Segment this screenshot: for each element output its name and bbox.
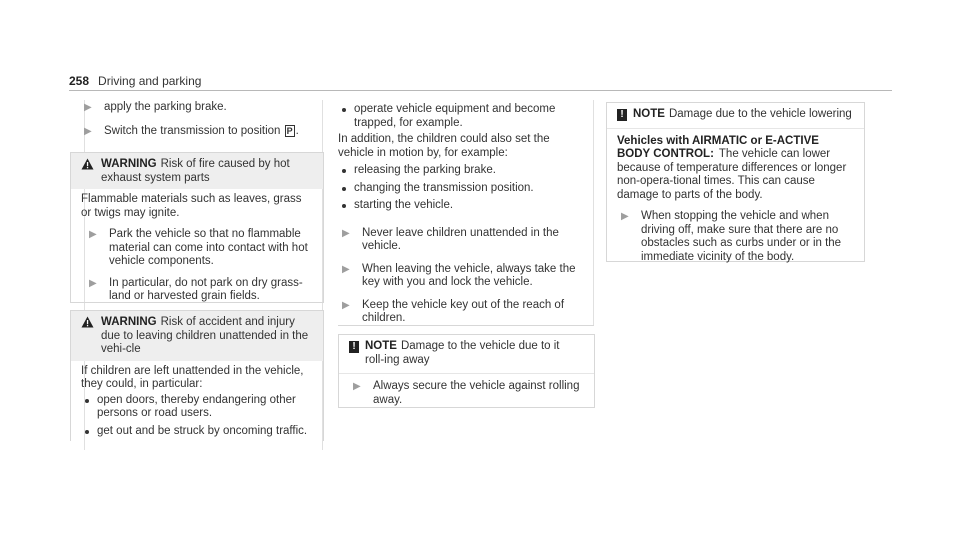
note-body [339, 376, 594, 413]
step [617, 210, 854, 264]
warning-box-fire [70, 152, 324, 303]
bullet-icon [342, 187, 346, 191]
note-exclamation-icon: ! [349, 341, 359, 353]
note-exclamation-icon: ! [617, 109, 627, 121]
step-arrow-icon: ▶ [89, 229, 97, 240]
note-header [339, 335, 594, 371]
paragraph: In addition, the children could also set the vehicle in motion by, for example: [338, 133, 550, 159]
page-header [69, 74, 201, 88]
list-item [338, 199, 578, 213]
step-text: Keep the vehicle key out of the reach of children. [362, 298, 565, 324]
page-number: 258 [69, 74, 90, 88]
step-arrow-icon: ▶ [89, 277, 97, 289]
warning-title-text: Risk of fire caused by hot exhaust system parts [101, 158, 290, 184]
list-item-text: changing the transmission position. [354, 181, 534, 194]
bullet-icon [342, 204, 346, 208]
note-box-rolling [338, 334, 595, 408]
step [338, 227, 578, 254]
list-item [81, 425, 313, 439]
warning-header [71, 153, 323, 189]
note-label: NOTE [365, 340, 397, 352]
step-arrow-icon: ▶ [353, 381, 361, 392]
note-divider [339, 373, 594, 374]
warning-text: Flammable materials such as leaves, grass or twigs may ignite. [81, 193, 302, 219]
step-text-part: Switch the transmission to position [104, 124, 281, 137]
note-text [617, 135, 852, 203]
step-arrow-icon: ▶ [342, 263, 350, 275]
park-position-symbol: P [286, 125, 293, 136]
bullet-icon [342, 108, 346, 112]
bullet-icon [85, 430, 89, 434]
column-guide-3 [593, 100, 594, 325]
step [349, 380, 584, 407]
bullet-icon [85, 399, 89, 403]
warning-text: If children are left unattended in the vehicle, they could, in particular: [81, 364, 304, 390]
step [338, 299, 578, 326]
step-arrow-icon: ▶ [84, 102, 92, 113]
warning-box-children [70, 310, 324, 441]
warning-step [81, 228, 313, 269]
step-text: When stopping the vehicle and when driving off, make sure that there are no obstacles such as curbs under or in the immediate vicinity of the body. [641, 210, 842, 263]
note-body [607, 129, 864, 271]
warning-label: WARNING [101, 158, 157, 170]
step-arrow-icon: ▶ [621, 211, 629, 222]
step-text: Park the vehicle so that no flammable material can come into contact with hot vehicle components. [109, 228, 308, 267]
step [338, 263, 578, 290]
column-2 [338, 103, 578, 326]
note-label: NOTE [633, 108, 665, 120]
note-title [633, 108, 852, 122]
note-title [365, 340, 580, 367]
step-arrow-icon: ▶ [84, 125, 92, 137]
list-item-text: starting the vehicle. [354, 199, 454, 211]
list-item-text: open doors, thereby endangering other persons or road users. [97, 393, 296, 419]
list-item [338, 164, 578, 178]
warning-title-text: Risk of accident and injury due to leaving children unattended in the vehi-cle [101, 316, 309, 355]
warning-triangle-icon [81, 158, 95, 185]
warning-body [71, 189, 323, 310]
header-rule [69, 90, 892, 91]
step-text: Never leave children unattended in the vehicle. [362, 226, 559, 252]
bullet-icon [342, 169, 346, 173]
note-box-lowering [606, 102, 865, 262]
step-text: apply the parking brake. [104, 101, 227, 113]
step-text: Always secure the vehicle against rolling away. [373, 380, 580, 406]
section-title: Driving and parking [98, 74, 202, 88]
list-item-text: operate vehicle equipment and become trapped, for example. [354, 103, 556, 129]
list-item [338, 103, 578, 130]
step-arrow-icon: ▶ [342, 299, 350, 311]
step-text: In particular, do not park on dry grass-land or harvested grain fields. [109, 276, 303, 302]
step-text: When leaving the vehicle, always take the key with you and lock the vehicle. [362, 262, 576, 288]
warning-header [71, 311, 323, 361]
warning-label: WARNING [101, 316, 157, 328]
warning-title [101, 158, 311, 185]
list-item [338, 182, 578, 196]
note-bold-lead: Vehicles with AIRMATIC or E-ACTIVE BODY CONTROL: [617, 134, 819, 160]
warning-title [101, 316, 313, 357]
note-title-text: Damage to the vehicle due to it roll-ing away [365, 340, 560, 366]
warning-triangle-icon [81, 316, 95, 357]
note-title-text: Damage due to the vehicle lowering [668, 108, 852, 120]
step-apply-brake [84, 101, 322, 115]
warning-step [81, 277, 313, 304]
list-item [81, 394, 313, 421]
list-item-text: get out and be struck by oncoming traffic. [97, 424, 308, 437]
step-switch-transmission [84, 125, 322, 139]
step-arrow-icon: ▶ [342, 227, 350, 239]
note-header [607, 103, 864, 126]
column-2-bottom-rule [338, 325, 594, 326]
column-1 [84, 101, 322, 138]
note-text-body: The vehicle can lower because of temperature differences or longer non-opera-tional times. This can cause damage to parts of the body. [617, 148, 847, 201]
list-item-text: releasing the parking brake. [354, 164, 496, 176]
step-text-part: . [295, 124, 299, 137]
step-text [104, 125, 299, 139]
warning-body [71, 361, 323, 445]
